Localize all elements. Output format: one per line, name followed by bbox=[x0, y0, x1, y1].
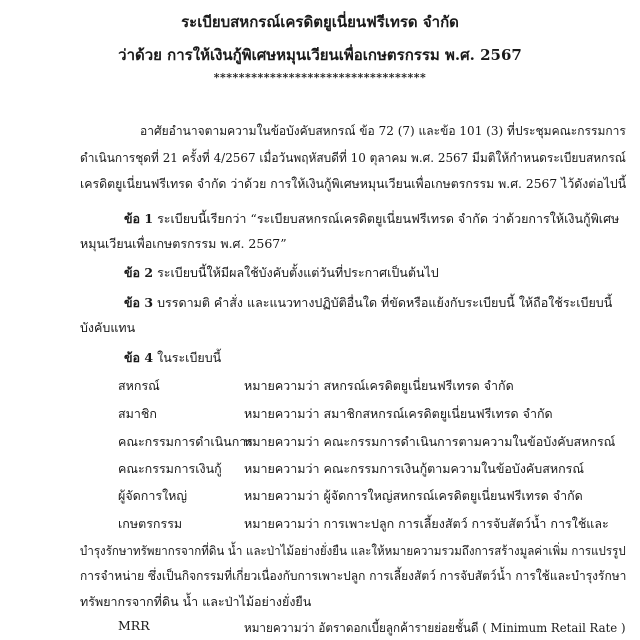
clause-1-label: ข้อ 1 bbox=[124, 210, 154, 226]
clause-1-line-2: หมุนเวียนเพื่อเกษตรกรรม พ.ศ. 2567” bbox=[80, 235, 287, 251]
clause-1-text: ระเบียบนี้เรียกว่า “ระเบียบสหกรณ์เครดิตยูเนี่ยนฟรีเทรด จำกัด ว่าด้วยการให้เงินกู้พิเศษ bbox=[157, 210, 620, 226]
definition-term: สมาชิก bbox=[118, 405, 157, 421]
definition-text: หมายความว่า คณะกรรมการดำเนินการตามความในข้อบังคับสหกรณ์ bbox=[244, 433, 616, 449]
agriculture-definition-line-4: ทรัพยากรจากที่ดิน น้ำ และป่าไม้อย่างยั่งยืน bbox=[80, 594, 312, 610]
definition-term: คณะกรรมการดำเนินการ bbox=[118, 433, 254, 449]
definition-term: สหกรณ์ bbox=[118, 378, 160, 394]
clause-1 bbox=[124, 209, 619, 229]
clause-3-label: ข้อ 3 bbox=[124, 295, 154, 310]
clause-2 bbox=[124, 263, 439, 283]
definition-text-mrr: หมายความว่า อัตราดอกเบี้ยลูกค้ารายย่อยชั้นดี ( Minimum Retail Rate ) bbox=[244, 620, 626, 635]
definition-text: หมายความว่า สมาชิกสหกรณ์เครดิตยูเนี่ยนฟรีเทรด จำกัด bbox=[244, 405, 553, 421]
clause-2-text: ระเบียบนี้ให้มีผลใช้บังคับตั้งแต่วันที่ประกาศเป็นต้นไป bbox=[157, 265, 439, 281]
definition-term: ผู้จัดการใหญ่ bbox=[118, 488, 188, 504]
definition-text: หมายความว่า ผู้จัดการใหญ่สหกรณ์เครดิตยูเนี่ยนฟรีเทรด จำกัด bbox=[244, 488, 583, 504]
clause-4-text: ในระเบียบนี้ bbox=[157, 349, 222, 365]
clause-3-text: บรรดามติ คำสั่ง และแนวทางปฏิบัติอื่นใด ที่ขัดหรือแย้งกับระเบียบนี้ ให้ถือใช้ระเบียบนี้ bbox=[157, 295, 613, 310]
preamble-line-2: ดำเนินการชุดที่ 21 ครั้งที่ 4/2567 เมื่อวันพฤหัสบดีที่ 10 ตุลาคม พ.ศ. 2567 มีมติให้กำหนดระเบียบสหกรณ์ bbox=[80, 149, 626, 165]
definition-text: หมายความว่า คณะกรรมการเงินกู้ตามความในข้อบังคับสหกรณ์ bbox=[244, 461, 584, 477]
clause-2-label: ข้อ 2 bbox=[124, 265, 154, 281]
agriculture-definition-line-3: การจำหน่าย ซึ่งเป็นกิจกรรมที่เกี่ยวเนื่องกับการเพาะปลูก การเลี้ยงสัตว์ การจับสัตว์น้ำ การใช้และบำรุงรักษา bbox=[80, 568, 627, 584]
title-separator: ********************************** bbox=[213, 71, 427, 85]
document-title: ระเบียบสหกรณ์เครดิตยูเนี่ยนฟรีเทรด จำกัด bbox=[181, 13, 459, 31]
preamble-line-1: อาศัยอำนาจตามความในข้อบังคับสหกรณ์ ข้อ 72 (7) และข้อ 101 (3) ที่ประชุมคณะกรรมการ bbox=[140, 122, 626, 138]
clause-4-label: ข้อ 4 bbox=[124, 349, 154, 365]
clause-4 bbox=[124, 348, 221, 368]
definition-term: เกษตรกรรม bbox=[118, 515, 183, 531]
agriculture-definition-line-2: บำรุงรักษาทรัพยากรจากที่ดิน น้ำ และป่าไม้อย่างยั่งยืน และให้หมายความรวมถึงการสร้างมูลค่าเพิ่ม การแปรรูป bbox=[80, 542, 626, 558]
preamble-line-3: เครดิตยูเนี่ยนฟรีเทรด จำกัด ว่าด้วย การให้เงินกู้พิเศษหมุนเวียนเพื่อเกษตรกรรม พ.ศ. 2567 ไว้ดังต่อไปนี้ bbox=[80, 175, 627, 191]
clause-3-line-2: บังคับแทน bbox=[80, 319, 136, 335]
clause-3 bbox=[124, 293, 612, 313]
definition-term: คณะกรรมการเงินกู้ bbox=[118, 461, 222, 477]
definition-text: หมายความว่า สหกรณ์เครดิตยูเนี่ยนฟรีเทรด จำกัด bbox=[244, 378, 514, 394]
definition-term-mrr: MRR bbox=[118, 618, 150, 633]
document-subtitle: ว่าด้วย การให้เงินกู้พิเศษหมุนเวียนเพื่อเกษตรกรรม พ.ศ. 2567 bbox=[118, 45, 522, 64]
definition-text: หมายความว่า การเพาะปลูก การเลี้ยงสัตว์ การจับสัตว์น้ำ การใช้และ bbox=[244, 515, 609, 531]
